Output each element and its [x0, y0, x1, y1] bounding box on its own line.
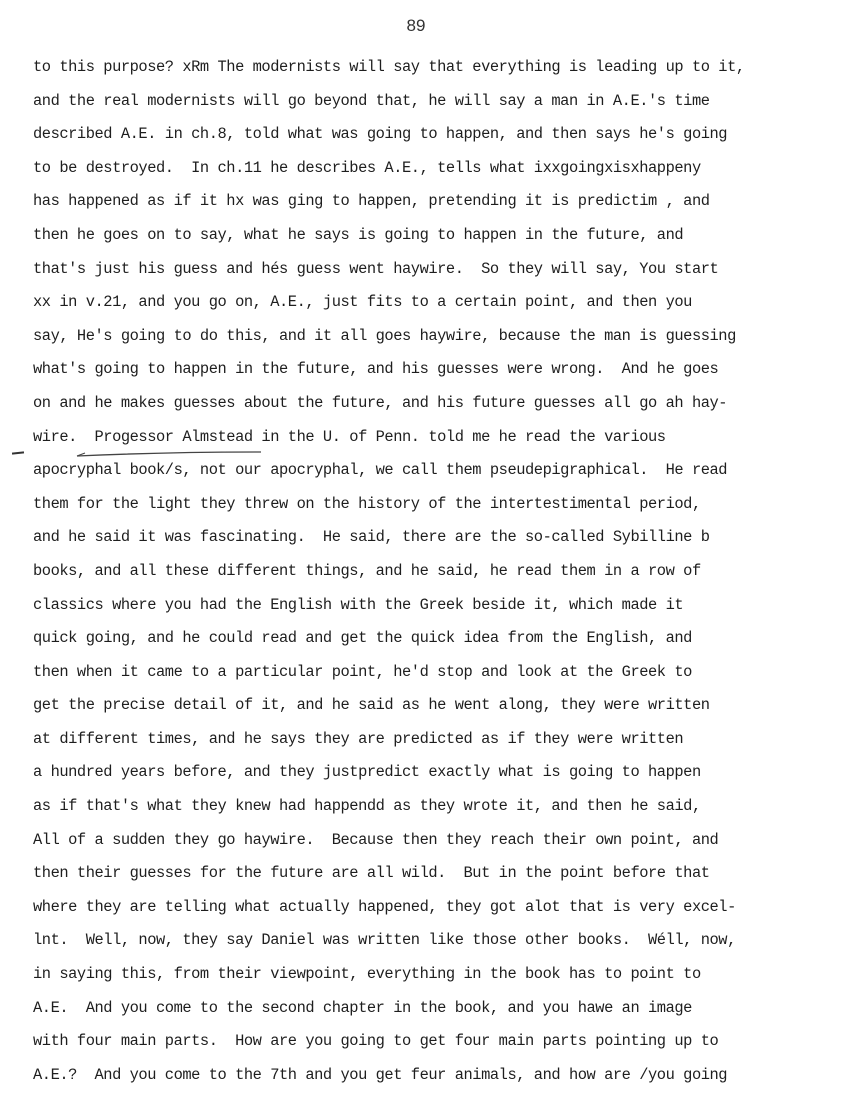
text-line: with four main parts. How are you going to get four main parts pointing up to [33, 1032, 719, 1051]
text-line: at different times, and he says they are predicted as if they were written [33, 729, 684, 748]
text-line: then he goes on to say, what he says is going to happen in the future, and [33, 225, 684, 244]
text-line: to this purpose? xRm The modernists will say that everything is leading up to it, [33, 58, 745, 76]
text-line: quick going, and he could read and get the quick idea from the English, and [33, 629, 692, 648]
text-line: A.E.? And you come to the 7th and you get feur animals, and how are /you going [33, 1065, 728, 1084]
text-line: them for the light they threw on the history of the intertestimental period, [33, 494, 701, 513]
text-line: get the precise detail of it, and he said as he went along, they were written [33, 696, 710, 715]
text-line: say, He's going to do this, and it all goes haywire, because the man is guessing [33, 326, 736, 345]
text-line: All of a sudden they go haywire. Because then they reach their own point, and [33, 830, 719, 849]
text-line: classics where you had the English with the Greek beside it, which made it [33, 595, 684, 614]
text-line: then their guesses for the future are all wild. But in the point before that [33, 864, 710, 883]
text-line: then when it came to a particular point, he'd stop and look at the Greek to [33, 662, 692, 681]
text-line: lnt. Well, now, they say Daniel was written like those other books. Wéll, now, [33, 931, 736, 950]
text-line: and the real modernists will go beyond that, he will say a man in A.E.'s time [33, 91, 710, 110]
text-line: described A.E. in ch.8, told what was going to happen, and then says he's going [33, 125, 728, 144]
text-line: A.E. And you come to the second chapter in the book, and you hawe an image [33, 998, 692, 1017]
page-number: 89 [406, 16, 426, 35]
text-line: and he said it was fascinating. He said, there are the so-called Sybilline b [33, 528, 710, 547]
text-line: xx in v.21, and you go on, A.E., just fits to a certain point, and then you [33, 293, 692, 312]
text-line: what's going to happen in the future, and his guesses were wrong. And he goes [33, 360, 719, 379]
typed-text-body [33, 55, 848, 1096]
text-line: wire. Progessor Almstead in the U. of Penn. told me he read the various [33, 427, 666, 446]
text-line: where they are telling what actually happened, they got alot that is very excel- [33, 897, 736, 916]
text-line: as if that's what they knew had happendd as they wrote it, and then he said, [33, 797, 701, 816]
handwritten-margin-mark [12, 451, 24, 454]
text-line: to be destroyed. In ch.11 he describes A.E., tells what ixxgoingxisxhappeny [33, 158, 701, 177]
text-line: a hundred years before, and they justpredict exactly what is going to happen [33, 763, 701, 782]
text-line: apocryphal book/s, not our apocryphal, we call them pseudepigraphical. He read [33, 461, 728, 480]
text-line: in saying this, from their viewpoint, everything in the book has to point to [33, 965, 701, 984]
text-line: that's just his guess and hés guess went haywire. So they will say, You start [33, 259, 719, 278]
text-line: books, and all these different things, and he said, he read them in a row of [33, 561, 701, 580]
text-line: has happened as if it hx was ging to happen, pretending it is predictim , and [33, 192, 710, 211]
text-line: on and he makes guesses about the future, and his future guesses all go ah hay- [33, 393, 728, 412]
